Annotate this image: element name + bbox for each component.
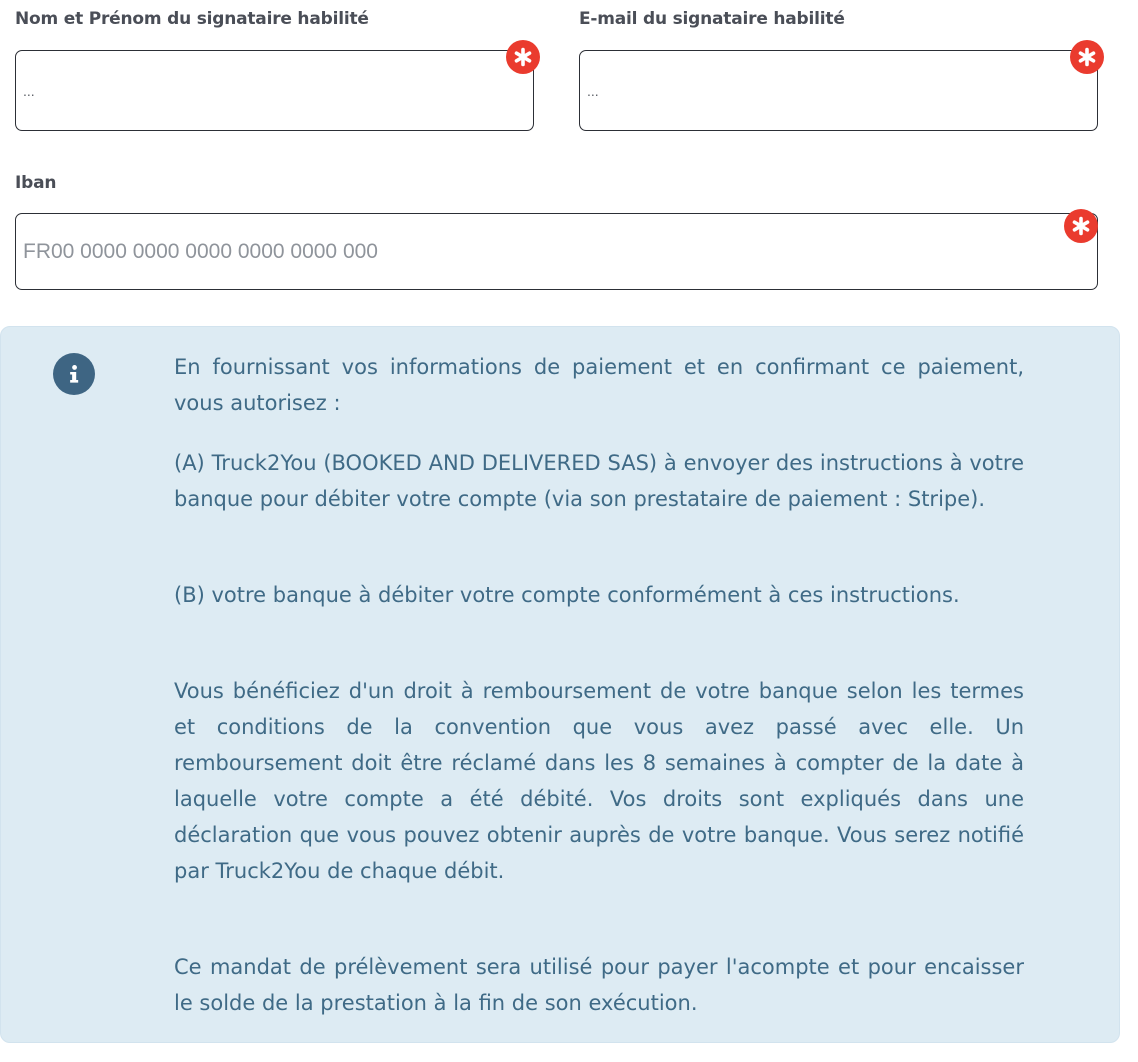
asterisk-icon	[1071, 216, 1091, 236]
name-input[interactable]	[23, 51, 533, 130]
info-paragraph-mandate-usage: Ce mandat de prélèvement sera utilisé pour payer l'acompte et pour encaisser le solde de la prestation à la fin de son exécution.	[174, 955, 1024, 1015]
email-label: E-mail du signataire habilité	[579, 9, 845, 29]
required-icon	[506, 40, 540, 74]
email-input[interactable]	[587, 51, 1097, 130]
required-icon	[1064, 209, 1098, 243]
name-label: Nom et Prénom du signataire habilité	[15, 9, 369, 29]
name-field[interactable]	[15, 50, 534, 131]
info-paragraph-b: (B) votre banque à débiter votre compte conformément à ces instructions.	[174, 583, 960, 607]
email-field[interactable]	[579, 50, 1098, 131]
iban-input[interactable]	[23, 214, 1097, 289]
asterisk-icon	[1077, 47, 1097, 67]
asterisk-icon	[513, 47, 533, 67]
info-paragraph-refund: Vous bénéficiez d'un droit à remboursement de votre banque selon les termes et conditions de la convention que vous avez passé avec elle. Un remboursement doit être réclamé dans les 8 semaines à compter de la date à laquelle votre compte a été débité. Vos droits sont expliqués dans une déclaration que vous pouvez obtenir auprès de votre banque. Vous serez notifié par Truck2You de chaque débit.	[174, 679, 1024, 883]
required-icon	[1070, 40, 1104, 74]
iban-label: Iban	[15, 173, 57, 193]
info-paragraph-authorization: En fournissant vos informations de paiement et en confirmant ce paiement, vous autorisez :	[174, 355, 1024, 415]
info-icon	[53, 353, 95, 395]
info-paragraph-a: (A) Truck2You (BOOKED AND DELIVERED SAS) à envoyer des instructions à votre banque pour débiter votre compte (via son prestataire de paiement : Stripe).	[174, 451, 1024, 511]
iban-field[interactable]	[15, 213, 1098, 290]
